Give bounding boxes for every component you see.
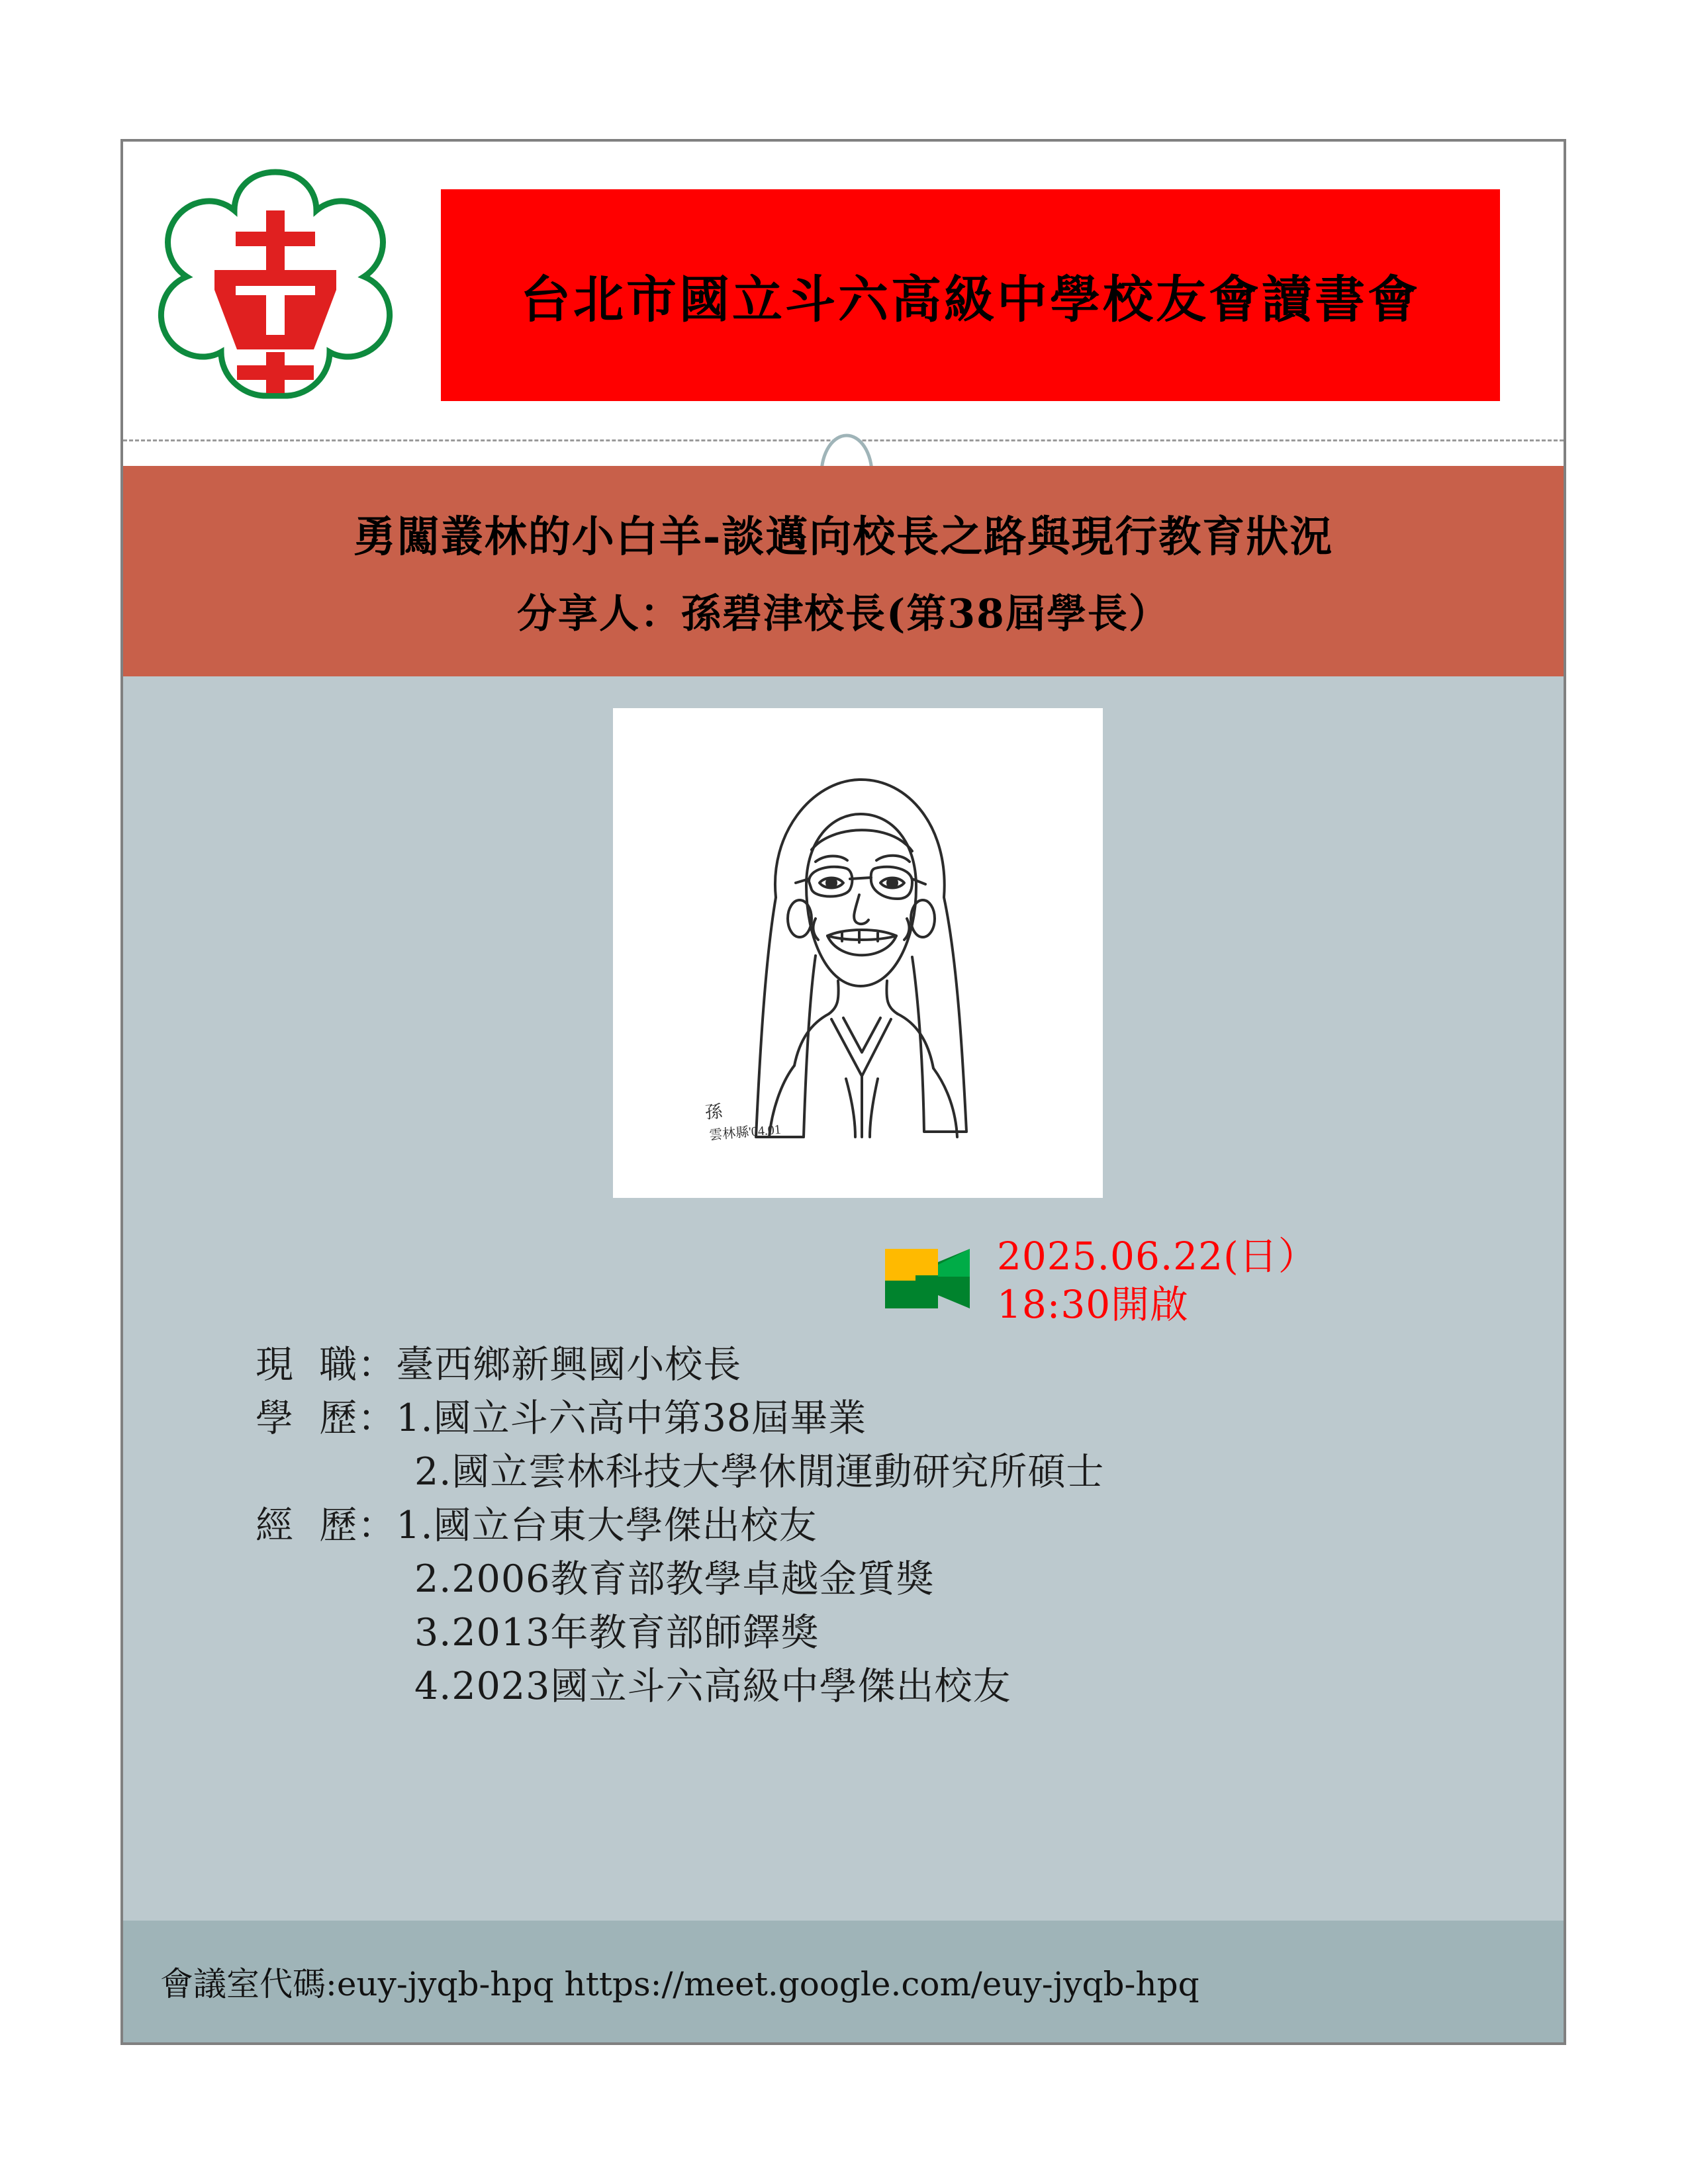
speaker-line: 分享人：孫碧津校長(第38屆學長）	[517, 591, 1170, 637]
svg-text:雲林縣'04.01: 雲林縣'04.01	[708, 1122, 782, 1143]
event-time: 18:30開啟	[997, 1281, 1190, 1327]
bio-experience-item-1: 1.國立台東大學傑出校友	[396, 1503, 818, 1547]
bio-current-label: 現 職：	[256, 1343, 397, 1387]
meeting-footer	[123, 1921, 1564, 2042]
google-meet-icon	[881, 1242, 974, 1315]
bio-experience-item-4: 4.2023國立斗六高級中學傑出校友	[414, 1664, 1011, 1708]
bio-experience-row-3	[256, 1606, 1104, 1660]
bio-education-label: 學 歷：	[256, 1396, 397, 1440]
meeting-code-and-link[interactable]: 會議室代碼:euy-jyqb-hpq https://meet.google.com/euy-jyqb-hpq	[160, 1965, 1199, 2003]
bio-current-row	[256, 1338, 1104, 1392]
speaker-portrait	[613, 708, 1103, 1198]
school-emblem-icon	[136, 154, 414, 432]
event-datetime	[997, 1232, 1317, 1328]
bio-education-row-1	[256, 1392, 1104, 1445]
subtitle-band	[123, 466, 1564, 676]
talk-title: 勇闖叢林的小白羊-談邁向校長之路與現行教育狀況	[353, 512, 1334, 562]
bio-experience-item-2: 2.2006教育部教學卓越金質獎	[414, 1557, 935, 1601]
event-date: 2025.06.22(日）	[997, 1234, 1317, 1279]
bio-experience-label: 經 歷：	[256, 1503, 397, 1547]
poster	[120, 139, 1566, 2045]
speaker-bio	[256, 1338, 1104, 1713]
banner-title-box	[441, 189, 1500, 401]
poster-header	[123, 142, 1564, 443]
bio-current-value: 臺西鄉新興國小校長	[396, 1343, 742, 1387]
poster-body	[123, 676, 1564, 1927]
bio-experience-row-4	[256, 1660, 1104, 1713]
banner-title: 台北市國立斗六高級中學校友會讀書會	[520, 269, 1421, 329]
bio-education-row-2	[256, 1445, 1104, 1499]
bio-experience-row-1	[256, 1499, 1104, 1553]
bio-experience-row-2	[256, 1553, 1104, 1606]
bio-education-item-1: 1.國立斗六高中第38屆畢業	[396, 1396, 867, 1440]
svg-text:孫: 孫	[704, 1101, 724, 1122]
bio-education-item-2: 2.國立雲林科技大學休閒運動研究所碩士	[414, 1449, 1105, 1494]
bio-experience-item-3: 3.2013年教育部師鐸獎	[414, 1610, 820, 1655]
